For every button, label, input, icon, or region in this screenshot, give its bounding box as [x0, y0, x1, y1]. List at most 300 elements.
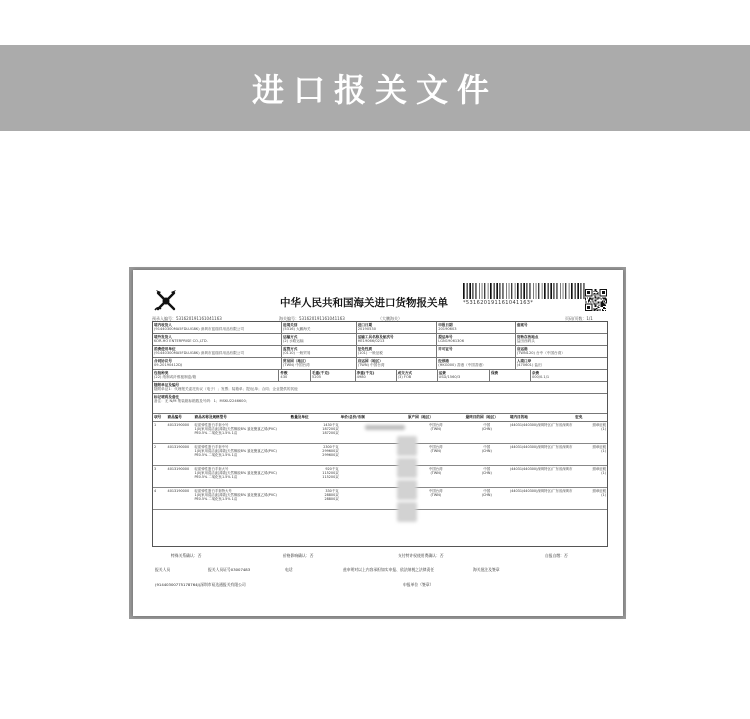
goods-origin: 中国台湾: [428, 422, 443, 427]
qr-module: [604, 298, 605, 299]
field-label: 许可证号: [438, 346, 453, 351]
goods-dest_code: (CHN): [481, 448, 492, 453]
field-label: 境内收货人: [154, 322, 172, 327]
marks-remarks-row: [153, 394, 607, 414]
qr-module: [601, 302, 602, 303]
qr-module: [592, 302, 593, 303]
qr-module: [588, 301, 589, 302]
barcode-bar: [517, 283, 519, 299]
qr-module: [603, 307, 604, 308]
title-banner: [0, 45, 750, 131]
qr-module: [602, 297, 603, 298]
field-label: 贸易国（地区）: [282, 358, 309, 363]
qr-module: [585, 299, 586, 300]
field-label: 成交方式: [397, 370, 413, 375]
barcode-bar: [499, 283, 500, 299]
page-number: 页码/页数：1/1: [565, 316, 593, 321]
field-value: (TWN) 中国台湾: [282, 363, 310, 367]
header-row: [153, 370, 607, 382]
goods-no: 2: [154, 444, 157, 449]
barcode-bar: [463, 283, 465, 299]
field-cell: [437, 322, 516, 333]
qr-module: [595, 309, 596, 310]
goods-cell: [465, 466, 509, 487]
goods-code: 4013190000: [167, 488, 190, 493]
field-cell: [282, 334, 357, 345]
field-value: 盐田西码头: [516, 339, 535, 343]
goods-cell: [194, 466, 290, 487]
qr-module: [595, 294, 596, 295]
qr-module: [589, 301, 590, 302]
goods-dest: 中国: [483, 422, 491, 427]
qr-module: [602, 306, 603, 307]
goods-cell: [574, 488, 607, 509]
qr-module: [595, 299, 596, 300]
qr-module: [586, 302, 587, 303]
field-cell: [490, 370, 531, 381]
field-cell: [437, 358, 516, 369]
goods-qty: 2300千克: [323, 444, 339, 449]
goods-dest_code: (CHN): [481, 492, 492, 497]
qr-module: [593, 291, 594, 292]
qr-module: [603, 301, 604, 302]
qr-module: [591, 298, 592, 299]
goods-exempt_code: (1): [601, 448, 606, 453]
customs-number: 海关编号：531620191161041163: [279, 316, 345, 321]
qr-module: [598, 302, 599, 303]
goods-cell: [465, 488, 509, 509]
header-row: [153, 358, 607, 370]
qr-module: [604, 302, 605, 303]
field-label: 进境关别: [282, 322, 298, 327]
qr-module: [598, 298, 599, 299]
qr-module: [599, 307, 600, 308]
goods-cell: [465, 422, 509, 443]
goods-spec: 1|0|家用清洁|轻薄款|天然橡胶8% 氯化聚氯乙烯(PVC): [194, 426, 277, 431]
banner-title: 进口报关文件: [251, 71, 498, 109]
field-value: (0110) 一般贸易: [282, 351, 311, 355]
field-value: HE19066/0213: [357, 339, 385, 343]
barcode-bar: [569, 283, 570, 299]
barcode-bar: [571, 283, 573, 299]
qr-module: [594, 304, 595, 305]
qr-module: [597, 291, 598, 292]
qr-module: [602, 310, 603, 311]
royalty-confirmation: 支付特许权使用费确认：否: [398, 553, 444, 558]
field-cell: [516, 358, 607, 369]
qr-module: [594, 295, 595, 296]
field-cell: [357, 334, 438, 345]
marks-remarks-row-cell: [153, 394, 607, 413]
field-value: 20190530: [357, 327, 376, 331]
qr-module: [593, 308, 594, 309]
field-value: (101) 一般征税: [357, 351, 383, 355]
field-cell: [516, 322, 607, 333]
qr-module: [595, 289, 596, 290]
goods-qty3: 115200双: [322, 475, 339, 480]
qr-module: [598, 310, 599, 311]
barcode-bar: [511, 283, 512, 299]
goods-place: (44031/440300)深圳特区/广东省深圳市: [509, 422, 573, 427]
qr-module: [602, 303, 603, 304]
field-value: (91440300MA5FDLUG8K) 深圳市蓝瑞祥用品有限公司: [154, 351, 244, 355]
field-label: 件数: [280, 370, 288, 375]
barcode-bar: [563, 283, 564, 299]
field-cell: [516, 334, 607, 345]
goods-qty2: 115200双: [322, 470, 339, 475]
barcode: [463, 283, 585, 299]
qr-module: [594, 289, 595, 290]
goods-exempt_code: (1): [601, 426, 606, 431]
qr-module: [600, 309, 601, 310]
field-label: 征免性质: [357, 346, 373, 351]
goods-dest: 中国: [483, 488, 491, 493]
field-cell: [279, 370, 310, 381]
goods-spec2: PE0.5% 二氧化钛1.5% 1双: [194, 475, 238, 480]
field-value: KOR-HO ENTERPRISE CO.,LTD.: [154, 339, 208, 343]
qr-module: [599, 303, 600, 304]
goods-spec: 1|0|家用清洁|轻薄款|天然橡胶8% 氯化聚氯乙烯(PVC): [194, 448, 277, 453]
qr-module: [601, 305, 602, 306]
qr-module: [595, 303, 596, 304]
qr-module: [605, 303, 606, 304]
goods-row: [153, 444, 607, 466]
barcode-bar: [529, 283, 530, 299]
qr-code: [585, 289, 607, 311]
goods-cell: [574, 422, 607, 443]
barcode-bar: [506, 283, 507, 299]
field-cell: [357, 346, 438, 357]
field-value: 430: [280, 375, 288, 379]
qr-module: [585, 297, 586, 298]
qr-module: [602, 305, 603, 306]
qr-module: [601, 303, 602, 304]
goods-cell: [509, 466, 574, 487]
qr-module: [585, 302, 586, 303]
barcode-bar: [490, 283, 492, 299]
field-value: 20190603: [438, 327, 457, 331]
barcode-bar: [580, 283, 581, 299]
goods-exempt: 照章征税: [592, 422, 606, 427]
qr-module: [594, 290, 595, 291]
goods-name: 轻质弹性蛋白手套小号: [194, 422, 229, 427]
field-label: 境外发货人: [154, 334, 172, 339]
qr-module: [592, 297, 593, 298]
qr-module: [605, 297, 606, 298]
barcode-bar: [515, 283, 516, 299]
goods-dest: 中国: [483, 466, 491, 471]
goods-cell: [167, 422, 194, 443]
column-header: 项号: [154, 415, 162, 419]
goods-table-header: [153, 414, 607, 422]
qr-module: [594, 310, 595, 311]
field-value: (TWN120) 台中（中国台湾）: [516, 351, 565, 355]
field-label: 运输方式: [282, 334, 298, 339]
field-value: 09-20190412DJ: [154, 363, 182, 367]
goods-no: 4: [154, 488, 157, 493]
qr-module: [599, 305, 600, 306]
qr-module: [605, 310, 606, 311]
qr-module: [602, 301, 603, 302]
redacted-price-3: [397, 480, 417, 500]
goods-spec2: PE0.5% 二氧化钛1.5% 1双: [194, 453, 238, 458]
barcode-bar: [488, 283, 489, 299]
goods-code: 4013190000: [167, 444, 190, 449]
qr-module: [598, 294, 599, 295]
qr-module: [588, 302, 589, 303]
field-cell: [282, 346, 357, 357]
field-value: 4980: [356, 375, 366, 379]
qr-module: [587, 291, 590, 294]
customs-approval: 海关批注及签章: [473, 567, 500, 572]
qr-module: [595, 291, 596, 292]
qr-module: [595, 301, 596, 302]
qr-module: [593, 304, 594, 305]
qr-module: [598, 297, 599, 298]
goods-origin_code: (TWN): [430, 492, 442, 497]
field-label: 经停港: [438, 358, 450, 363]
qr-module: [595, 297, 596, 298]
barcode-bar: [560, 283, 561, 299]
qr-module: [594, 293, 595, 294]
barcode-bar: [509, 283, 510, 299]
qr-module: [603, 304, 604, 305]
qr-module: [585, 298, 586, 299]
field-label: 入境口岸: [516, 358, 532, 363]
attached-documents-row: [153, 382, 607, 394]
qr-module: [594, 301, 595, 302]
barcode-bar: [577, 283, 579, 299]
goods-spec2: PE0.5% 二氧化钛1.5% 1双: [194, 431, 238, 436]
goods-cell: [153, 488, 167, 509]
goods-no: 1: [154, 422, 157, 427]
redacted-price-header: [365, 425, 405, 430]
field-cell: [153, 334, 282, 345]
qr-module: [605, 298, 606, 299]
special-relation-confirmation: 特殊关系确认：否: [171, 553, 202, 558]
field-value: (HKG000) 香港（中国香港）: [438, 363, 486, 367]
field-cell: [437, 334, 516, 345]
field-value: (2) 水路运输: [282, 339, 304, 343]
qr-module: [604, 301, 605, 302]
qr-module: [592, 298, 593, 299]
field-cell: [153, 370, 279, 381]
qr-module: [603, 303, 604, 304]
qr-module: [597, 304, 598, 305]
qr-module: [597, 310, 598, 311]
goods-cell: [194, 488, 290, 509]
goods-spec: 1|0|家用清洁|轻薄款|天然橡胶8% 氯化聚氯乙烯(PVC): [194, 492, 277, 497]
barcode-bar: [469, 283, 471, 299]
qr-module: [594, 299, 595, 300]
qr-module: [600, 297, 601, 298]
qr-module: [598, 303, 599, 304]
qr-module: [594, 296, 595, 297]
field-label: 包装种类: [154, 370, 169, 375]
qr-module: [598, 306, 599, 307]
pre-entry-number: 预录入编号：531620191161041163: [152, 316, 222, 321]
goods-no: 3: [154, 466, 157, 471]
redacted-price-4: [397, 502, 417, 522]
goods-dest_code: (CHN): [481, 426, 492, 431]
qr-module: [595, 306, 596, 307]
goods-row: [153, 466, 607, 488]
barcode-bar: [538, 283, 539, 299]
barcode-bar: [467, 283, 468, 299]
declarant-cert: 报关人员证号03007483: [208, 567, 251, 572]
field-cell: [153, 322, 282, 333]
qr-module: [603, 305, 604, 306]
column-header: 境内目的地: [509, 415, 528, 419]
field-label: 消费使用单位: [154, 346, 176, 351]
qr-module: [594, 309, 595, 310]
field-label: 净重(千克): [356, 370, 375, 375]
price-impact-confirmation: 价格影响确认：否: [283, 553, 314, 558]
field-cell: [397, 370, 438, 381]
field-value: USD/1560/3: [438, 375, 461, 379]
goods-qty2: 187200双: [322, 426, 339, 431]
redacted-price-1: [397, 436, 417, 456]
document-title: 中华人民共和国海关进口货物报关单: [280, 297, 448, 309]
goods-cell: [290, 444, 340, 465]
field-cell: [153, 358, 282, 369]
field-cell: [311, 370, 356, 381]
declarant-label: 报关人员: [155, 567, 171, 572]
qr-module: [605, 299, 606, 300]
goods-origin: 中国台湾: [428, 466, 443, 471]
column-header: 征免: [575, 415, 583, 419]
field-label: 启运港: [516, 346, 528, 351]
goods-cell: [509, 488, 574, 509]
qr-module: [602, 304, 603, 305]
goods-place: (44031/440300)深圳特区/广东省深圳市: [509, 488, 573, 493]
field-value: 随附单证1：代理报关委托协议（电子）；发票；装箱单；提/运单；合同；企业提供的其他: [154, 387, 298, 391]
goods-cell: [574, 466, 607, 487]
goods-origin: 中国台湾: [428, 444, 443, 449]
barcode-bar: [556, 283, 557, 299]
qr-module: [603, 308, 604, 309]
goods-cell: [574, 444, 607, 465]
goods-cell: [194, 444, 290, 465]
field-value: 备注：无 N/M 集装箱标箱数及号码：1；MSKU2246600；: [154, 399, 250, 403]
qr-module: [605, 308, 606, 309]
qr-module: [604, 297, 605, 298]
barcode-bar: [502, 283, 503, 299]
qr-module: [604, 304, 605, 305]
qr-module: [603, 297, 604, 298]
field-label: 合同协议号: [154, 358, 172, 363]
qr-module: [601, 298, 602, 299]
qr-module: [603, 298, 604, 299]
qr-module: [589, 297, 590, 298]
qr-module: [604, 308, 605, 309]
qr-module: [595, 296, 596, 297]
barcode-bar: [526, 283, 527, 299]
field-value: (22) 纸制或纤维板制盒/箱: [154, 375, 197, 379]
qr-module: [594, 297, 595, 298]
qr-module: [595, 305, 596, 306]
field-label: 运输工具名称及航次号: [357, 334, 394, 339]
field-cell: [356, 370, 397, 381]
barcode-text: *531620191161041163*: [463, 300, 534, 306]
field-label: 申报日期: [438, 322, 453, 327]
qr-module: [606, 302, 607, 303]
qr-module: [595, 308, 596, 309]
field-value: (5316) 大鹏海关: [282, 327, 311, 331]
goods-qty3: 299600双: [322, 453, 339, 458]
goods-qty2: 299600双: [322, 448, 339, 453]
field-value: (91440300MA5FDLUG8K) 深圳市蓝瑞祥用品有限公司: [154, 327, 244, 331]
goods-origin_code: (TWN): [430, 426, 442, 431]
column-header: 原产国（地区）: [407, 415, 434, 419]
declaration-grid: [152, 321, 608, 547]
attached-documents-row-cell: [153, 382, 607, 393]
field-cell: [516, 346, 607, 357]
qr-module: [590, 297, 591, 298]
field-label: 杂费: [531, 370, 540, 375]
qr-module: [598, 293, 599, 294]
qr-module: [593, 303, 594, 304]
goods-qty: 920千克: [325, 466, 339, 471]
qr-module: [600, 310, 601, 311]
qr-module: [587, 297, 588, 298]
field-label: 提运单号: [438, 334, 453, 339]
column-header: 数量及单位: [290, 415, 309, 419]
qr-module: [602, 302, 603, 303]
barcode-bar: [479, 283, 480, 299]
goods-spec2: PE0.5% 二氧化钛1.5% 1双: [194, 497, 238, 502]
header-row: [153, 346, 607, 358]
field-cell: [438, 370, 490, 381]
field-label: 监管方式: [282, 346, 298, 351]
field-value: (470601) 盐田: [516, 363, 542, 367]
field-cell: [531, 370, 607, 381]
field-value: LGN19061306: [438, 339, 465, 343]
goods-cell: [167, 466, 194, 487]
goods-exempt: 照章征税: [592, 488, 606, 493]
goods-code: 4013190000: [167, 422, 190, 427]
goods-cell: [167, 444, 194, 465]
qr-module: [597, 298, 598, 299]
qr-module: [604, 307, 605, 308]
goods-cell: [290, 422, 340, 443]
goods-code: 4013190000: [167, 466, 190, 471]
field-cell: [282, 358, 357, 369]
barcode-bar: [475, 283, 476, 299]
goods-name: 轻质弹性蛋白手套中号: [194, 444, 229, 449]
barcode-bar: [575, 283, 576, 299]
goods-qty3: 28800双: [324, 497, 339, 502]
field-label: 运费: [438, 370, 446, 375]
port-label: （大鹏海关）: [378, 316, 402, 321]
qr-module: [597, 293, 598, 294]
goods-qty2: 28800双: [324, 492, 339, 497]
qr-module: [593, 294, 594, 295]
barcode-bar: [548, 283, 549, 299]
goods-cell: [509, 444, 574, 465]
goods-place: (44031/440300)深圳特区/广东省深圳市: [509, 444, 573, 449]
goods-qty3: 187200双: [322, 431, 339, 436]
field-label: 进口日期: [357, 322, 373, 327]
qr-module: [594, 305, 595, 306]
goods-origin_code: (TWN): [430, 470, 442, 475]
column-header: 最终目的国（地区）: [465, 415, 498, 419]
declaring-unit-signature: 申报单位（签章）: [403, 582, 434, 587]
self-report-confirmation: 自报自缴：否: [545, 553, 568, 558]
qr-module: [589, 299, 590, 300]
goods-origin: 中国台湾: [428, 488, 443, 493]
field-label: 备案号: [516, 322, 528, 327]
